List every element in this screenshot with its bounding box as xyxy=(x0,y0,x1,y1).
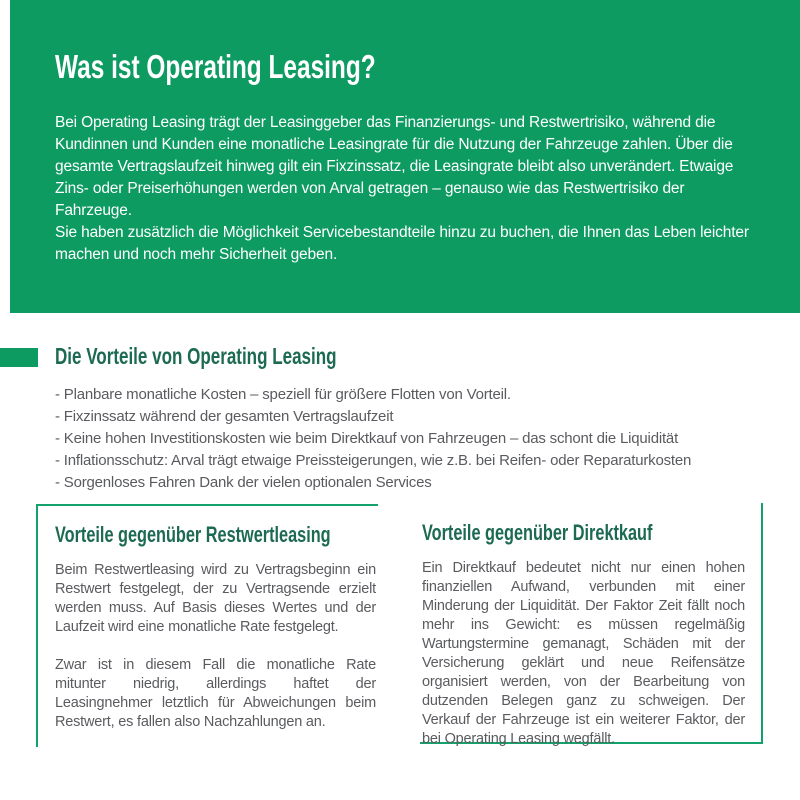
restwertleasing-paragraph-2: Zwar ist in diesem Fall die monatliche Rate mitunter niedrig, allerdings haftet der Leasingnehmer letztlich für Abweichungen beim Restwert, es fallen also Nachzahlungen an. xyxy=(55,657,376,730)
hero-paragraph-2: Sie haben zusätzlich die Möglichkeit Servicebestandteile hinzu zu buchen, die Ihnen das Leben leichter machen und noch mehr Sicherheit geben. xyxy=(55,224,749,263)
benefit-item: - Fixzinssatz während der gesamten Vertragslaufzeit xyxy=(55,408,394,425)
benefit-item: - Keine hohen Investitionskosten wie beim Direktkauf von Fahrzeugen – das schont die Liquidität xyxy=(55,430,679,447)
benefits-list xyxy=(55,384,765,494)
hero-section xyxy=(10,0,800,313)
benefit-item: - Planbare monatliche Kosten – speziell für größere Flotten von Vorteil. xyxy=(55,386,511,403)
benefits-heading-text: Die Vorteile von Operating Leasing xyxy=(55,343,337,369)
green-accent-bar xyxy=(0,348,38,367)
page-title xyxy=(55,48,755,86)
benefit-item: - Inflationsschutz: Arval trägt etwaige Preissteigerungen, wie z.B. bei Reifen- oder Reparaturkosten xyxy=(55,452,692,469)
direktkauf-paragraph-1: Ein Direktkauf bedeutet nicht nur einen hohen finanziellen Aufwand, verbunden mit einer Minderung der Liquidität. Der Faktor Zeit fällt noch mehr ins Gewicht: es müssen regelmäßig Wartungstermine gemanagt, Schäden mit der Versicherung geklärt und neue Reifensätze organisiert werden, von der Bearbeitung von dutzenden Belegen ganz zu schweigen. Der Verkauf der Fahrzeuge ist ein weiterer Faktor, der bei Operating Leasing wegfällt. xyxy=(422,560,745,747)
benefits-section xyxy=(55,340,765,494)
benefits-heading xyxy=(55,340,765,372)
hero-paragraph-1: Bei Operating Leasing trägt der Leasinggeber das Finanzierungs- und Restwertrisiko, während die Kundinnen und Kunden eine monatliche Leasingrate für die Nutzung der Fahrzeuge zahlen. Über die gesamte Vertragslaufzeit hinweg gilt ein Fixzinssatz, die Leasingrate bleibt also unverändert. Etwaige Zins- oder Preiserhöhungen werden von Arval getragen – genauso wie das Restwertrisiko der Fahrzeuge. xyxy=(55,114,734,219)
direktkauf-heading xyxy=(422,520,745,546)
page-title-text: Was ist Operating Leasing? xyxy=(55,48,376,85)
restwertleasing-heading-text: Vorteile gegenüber Restwertleasing xyxy=(55,522,331,547)
direktkauf-box xyxy=(420,503,763,747)
restwertleasing-box xyxy=(36,504,378,747)
restwertleasing-heading xyxy=(55,522,376,548)
restwertleasing-paragraph-1: Beim Restwertleasing wird zu Vertragsbeginn ein Restwert festgelegt, der zu Vertragsende erzielt werden muss. Auf Basis dieses Wertes und der Laufzeit wird eine monatliche Rate festgelegt. xyxy=(55,562,376,635)
direktkauf-heading-text: Vorteile gegenüber Direktkauf xyxy=(422,520,653,545)
benefit-item: - Sorgenloses Fahren Dank der vielen optionalen Services xyxy=(55,474,432,491)
